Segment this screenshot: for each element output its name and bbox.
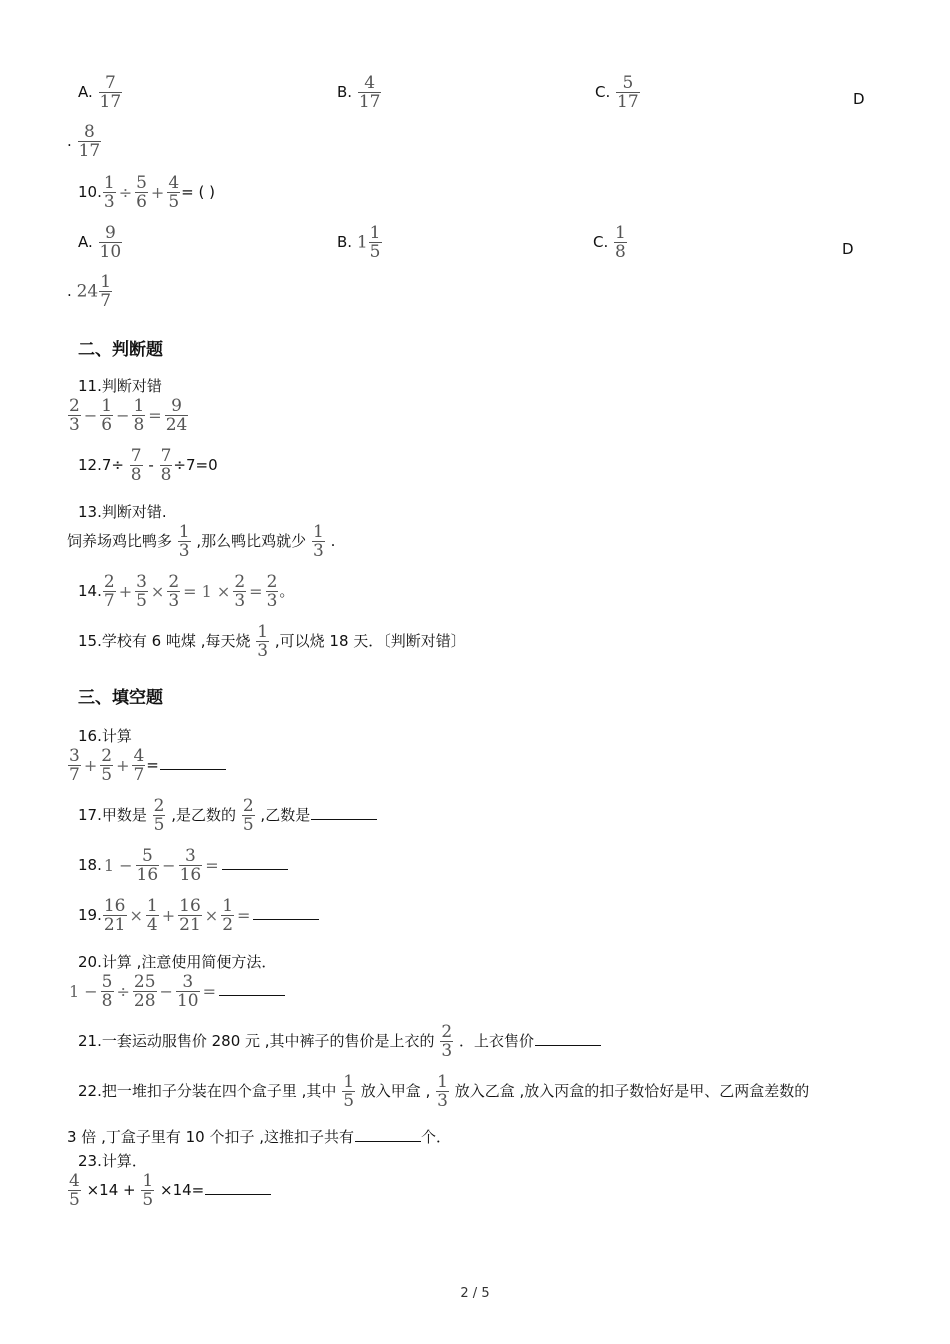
question-14: 14. $\frac{2}{7}$ + $\frac{3}{5}$ × $\frac{2}{3}$ = 1 × $\frac{2}{3}$ = $\frac{2}{3}$ 。	[78, 572, 295, 611]
fraction: $\frac{1}{3}$	[257, 622, 269, 661]
section-heading-judgement: 二、判断题	[78, 340, 163, 360]
fraction: $\frac{1}{3}$	[312, 522, 324, 561]
fraction: $\frac{9}{24}$	[165, 396, 188, 435]
fraction: $\frac{4}{5}$	[69, 1171, 80, 1210]
page-number: 2 / 5	[460, 1286, 490, 1301]
fraction: $\frac{25}{28}$	[133, 972, 156, 1011]
answer-blank[interactable]	[311, 805, 377, 820]
fraction: $\frac{3}{5}$	[136, 572, 147, 611]
answer-blank[interactable]	[205, 1180, 271, 1195]
question-21: 21.一套运动服售价 280 元 ,其中裤子的售价是上衣的 $\frac{2}{3}$ ．上衣售价	[78, 1023, 601, 1060]
fraction: $\frac{2}{3}$	[234, 572, 246, 611]
question-20-expression: 1 − $\frac{5}{8}$ ÷ $\frac{25}{28}$ − $\frac{3}{10}$ =	[67, 973, 285, 1010]
q9-option-d-label: D	[853, 90, 865, 108]
fraction: $\frac{4}{5}$	[168, 173, 180, 212]
fraction: $\frac{1}{5}$	[369, 223, 381, 262]
fraction: $\frac{5}{17}$	[617, 73, 639, 112]
fraction: $\frac{2}{3}$	[441, 1022, 453, 1061]
fraction: $\frac{1}{8}$	[615, 223, 626, 262]
fraction: $\frac{1}{8}$	[133, 396, 145, 435]
fraction: $\frac{1}{5}$	[343, 1072, 355, 1111]
q9-option-b: B. $\frac{4}{17}$	[337, 73, 381, 112]
question-16-expression: $\frac{3}{7}$ + $\frac{2}{5}$ + $\frac{4}{7}$ =	[67, 747, 226, 784]
fraction: $\frac{7}{8}$	[160, 446, 172, 485]
fraction: $\frac{1}{2}$	[222, 896, 234, 935]
answer-blank[interactable]	[253, 905, 319, 920]
section-heading-fill-in: 三、填空题	[78, 688, 163, 708]
question-22-line-1: 22.把一堆扣子分装在四个盒子里 ,其中 $\frac{1}{5}$ 放入甲盒 , $\frac{1}{3}$ 放入乙盒 ,放入丙盒的扣子数恰好是甲、乙两盒差数的	[78, 1072, 810, 1111]
question-20-label: 20.计算 ,注意使用简便方法．	[78, 953, 277, 971]
fraction: $\frac{2}{5}$	[153, 796, 165, 835]
fraction: $\frac{5}{6}$	[136, 173, 147, 212]
fraction: $\frac{7}{17}$	[99, 73, 122, 112]
answer-blank[interactable]	[160, 755, 226, 770]
fraction: $\frac{9}{10}$	[99, 223, 122, 262]
question-12: 12.7÷ $\frac{7}{8}$ - $\frac{7}{8}$ ÷7=0	[78, 446, 218, 485]
question-16-label: 16.计算	[78, 727, 132, 745]
q9-option-d: . $\frac{8}{17}$	[67, 122, 101, 161]
fraction: $\frac{1}{3}$	[103, 173, 115, 212]
fraction: $\frac{3}{16}$	[179, 846, 202, 885]
answer-blank[interactable]	[219, 981, 285, 996]
fraction: $\frac{2}{3}$	[69, 396, 80, 435]
fraction: $\frac{8}{17}$	[78, 122, 101, 161]
question-13-label: 13.判断对错.	[78, 503, 167, 521]
fraction: $\frac{1}{3}$	[178, 522, 190, 561]
fraction: $\frac{2}{3}$	[266, 572, 278, 611]
fraction: $\frac{2}{5}$	[242, 796, 254, 835]
fraction: $\frac{1}{5}$	[142, 1171, 154, 1210]
fraction: $\frac{16}{21}$	[179, 896, 201, 935]
fraction: $\frac{1}{3}$	[437, 1072, 448, 1111]
fraction: $\frac{2}{5}$	[101, 746, 113, 785]
question-15: 15.学校有 6 吨煤 ,每天烧 $\frac{1}{3}$ ,可以烧 18 天．〔判断对错〕	[78, 622, 466, 661]
fraction: $\frac{1}{6}$	[101, 396, 113, 435]
answer-blank[interactable]	[355, 1127, 421, 1142]
q9-option-c: C. $\frac{5}{17}$	[595, 73, 639, 112]
fraction: $\frac{16}{21}$	[103, 896, 126, 935]
fraction: $\frac{5}{16}$	[136, 846, 159, 885]
fraction: $\frac{4}{7}$	[133, 746, 145, 785]
question-23-label: 23.计算．	[78, 1152, 147, 1170]
question-22-line-2: 3 倍 ,丁盒子里有 10 个扣子 ,这推扣子共有 个．	[67, 1128, 452, 1146]
q9-option-a: A. $\frac{7}{17}$	[78, 73, 122, 112]
fraction: $\frac{3}{10}$	[176, 972, 199, 1011]
fraction: $\frac{2}{3}$	[168, 572, 180, 611]
fraction: $\frac{4}{17}$	[358, 73, 381, 112]
answer-blank[interactable]	[222, 855, 288, 870]
fraction: $\frac{1}{7}$	[100, 272, 112, 311]
fraction: $\frac{3}{7}$	[69, 746, 80, 785]
question-19: 19. $\frac{16}{21}$ × $\frac{1}{4}$ + $\frac{16}{21}$ × $\frac{1}{2}$ =	[78, 897, 319, 934]
question-11-expression: $\frac{2}{3}$ − $\frac{1}{6}$ − $\frac{1}{8}$ = $\frac{9}{24}$	[69, 396, 188, 435]
q10-option-a: A. $\frac{9}{10}$	[78, 223, 122, 262]
fraction: $\frac{5}{8}$	[101, 972, 113, 1011]
question-18: 18. 1 − $\frac{5}{16}$ − $\frac{3}{16}$ =	[78, 847, 288, 884]
q10-option-c: C. $\frac{1}{8}$	[593, 223, 626, 262]
fraction: $\frac{1}{4}$	[146, 896, 158, 935]
q10-option-d-label: D	[842, 240, 854, 258]
answer-blank[interactable]	[535, 1031, 601, 1046]
q10-option-b: B. 1 $\frac{1}{5}$	[337, 223, 381, 262]
question-10: 10. $\frac{1}{3}$ ÷ $\frac{5}{6}$ + $\frac{4}{5}$ = ( )	[78, 173, 215, 212]
question-17: 17.甲数是 $\frac{2}{5}$ ,是乙数的 $\frac{2}{5}$ ,乙数是	[78, 797, 377, 834]
question-23-expression: $\frac{4}{5}$ ×14 + $\frac{1}{5}$ ×14=	[67, 1172, 271, 1209]
fraction: $\frac{7}{8}$	[130, 446, 142, 485]
question-13-statement: 饲养场鸡比鸭多 $\frac{1}{3}$ ,那么鸭比鸡就少 $\frac{1}{3}$ .	[67, 522, 336, 561]
fraction: $\frac{2}{7}$	[103, 572, 115, 611]
question-11-label: 11.判断对错	[78, 377, 162, 395]
q10-option-d: . 24 $\frac{1}{7}$	[67, 272, 112, 311]
